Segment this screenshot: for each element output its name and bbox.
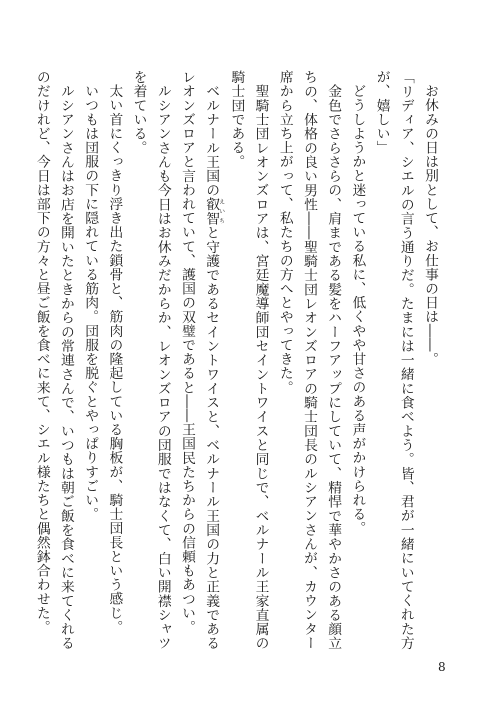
paragraph-7: ルシアンさんも今日はお休みだからか、レオンズロアの団服ではなくて、白い開襟シャツを着ている。: [130, 70, 171, 650]
paragraph-1: お休みの日は別として、お仕事の日は――。: [422, 83, 438, 366]
paragraph-4: 金色でさらさらの、肩まである髪をハーフアップにしていて、精悍で華やかさのある顔立ちの、体格の良い男性――聖騎士団レオンズロアの騎士団長のルシアンさんが、カウンター席から立ち上がって、私たちの方へとやってきた。: [276, 70, 342, 650]
ruby-base: 叡智: [203, 197, 220, 226]
paragraph-5: 聖騎士団レオンズロアは、宮廷魔導師団セイントワイスと同じで、ベルナール王家直属の騎士団である。: [228, 70, 269, 650]
paragraph-10: ルシアンさんはお店を開いたときからの常連さんで、いつもは朝ご飯を食べに来てくれるのだけれど、今日は部下の方々と昼ご飯を食べに来て、シエル様たちと偶然鉢合わせた。: [33, 70, 74, 650]
paragraph-6: [175, 70, 224, 650]
vertical-text-body: [33, 70, 442, 650]
ruby-reading: えいち: [217, 197, 225, 226]
paragraph-8: 太い首にくっきり浮き出た鎖骨と、筋肉の隆起している胸板が、騎士団長という感じ。: [106, 83, 123, 634]
paragraph-6-before: ベルナール王国の: [203, 83, 220, 198]
paragraph-9: いつもは団服の下に隠れている筋肉。団服を脱ぐとやっぱりすごい。: [82, 83, 99, 521]
page-number: 8: [438, 660, 446, 674]
paragraph-2-dialogue: 「リディア、シエルの言う通りだ。たまには一緒に食べよう。皆、君が一緒にいてくれた方が、嬉しい」: [373, 70, 414, 650]
paragraph-3: どうしようかと迷っている私に、低くやや甘さのある声がかけられる。: [349, 83, 366, 535]
ruby-eichi: [203, 197, 225, 226]
paragraph-6-after: と守護であるセイントワイスと、ベルナール王国の力と正義であるレオンズロアと言われていて、護国の双璧であると――王国民たちからの信頼もあつい。: [178, 70, 220, 650]
